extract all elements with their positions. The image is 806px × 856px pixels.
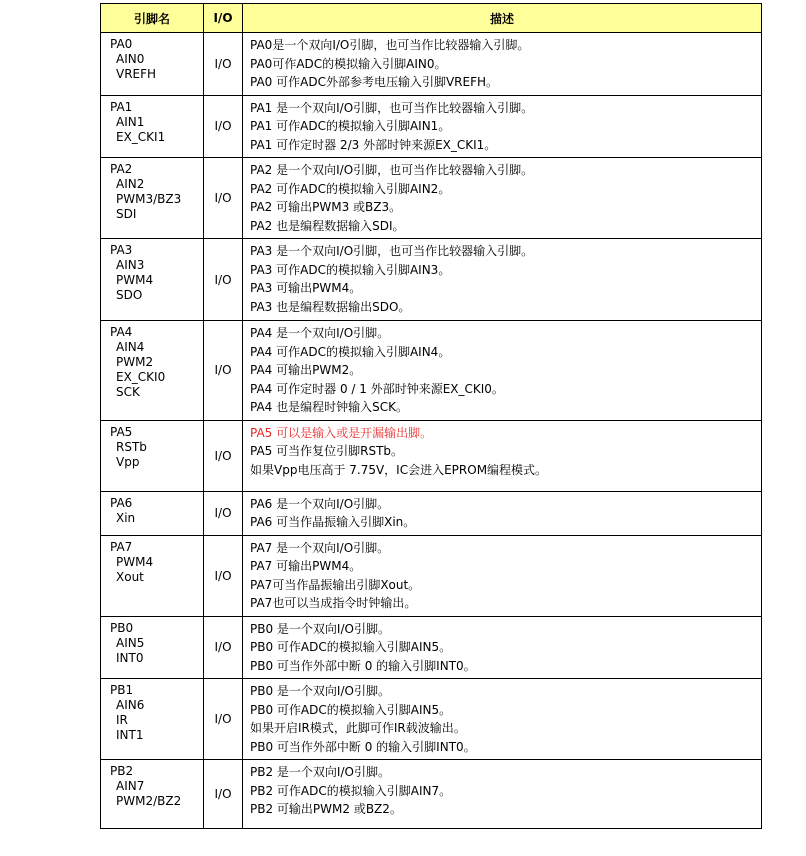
- description-line: PA2 也是编程数据输入SDI。: [250, 218, 405, 233]
- description-line: PB0 可作ADC的模拟输入引脚AIN5。: [250, 640, 452, 654]
- io-type-cell: I/O: [204, 760, 243, 829]
- description-line: PA1 是一个双向I/O引脚，也可当作比较器输入引脚。: [250, 100, 534, 115]
- description-line: PA3 也是编程数据输出SDO。: [250, 299, 411, 314]
- description-line: PA7 可输出PWM4。: [250, 559, 362, 573]
- header-description: 描述: [243, 4, 762, 33]
- pin-name: PB2: [110, 764, 134, 778]
- description-line: PA6 可当作晶振输入引脚Xin。: [250, 515, 416, 529]
- description-line: PB0 可当作外部中断 0 的输入引脚INT0。: [250, 739, 476, 754]
- description-line: PA7 是一个双向I/O引脚。: [250, 540, 390, 555]
- pin-name: PA0: [110, 37, 133, 51]
- description-cell: [243, 321, 762, 421]
- table-row: [101, 616, 762, 679]
- pin-name: PB1: [110, 683, 134, 697]
- pin-alt-function: INT1: [116, 728, 144, 742]
- pin-name-cell: [101, 679, 204, 760]
- description-line: PB2 是一个双向I/O引脚。: [250, 765, 390, 779]
- description-line: PA4 可输出PWM2。: [250, 363, 362, 377]
- io-type-cell: I/O: [204, 239, 243, 321]
- description-line: PA3 可作ADC的模拟输入引脚AIN3。: [250, 262, 451, 277]
- pin-alt-function: INT0: [116, 650, 144, 665]
- pin-name-cell: [101, 321, 204, 421]
- pin-alt-function: EX_CKI1: [116, 129, 166, 144]
- pin-alt-function: AIN6: [116, 698, 145, 712]
- description-cell: [243, 158, 762, 239]
- io-type-cell: I/O: [204, 158, 243, 239]
- io-type-cell: I/O: [204, 679, 243, 760]
- description-cell: [243, 95, 762, 158]
- pin-name-cell: [101, 239, 204, 321]
- description-line: PB0 是一个双向I/O引脚。: [250, 684, 390, 698]
- description-line: PA2 可输出PWM3 或BZ3。: [250, 200, 402, 214]
- pin-name: PA6: [110, 495, 133, 510]
- description-line: PA5 可以是输入或是开漏输出脚。: [250, 425, 433, 440]
- table-row: [101, 321, 762, 421]
- description-cell: [243, 679, 762, 760]
- pin-name: PB0: [110, 620, 134, 635]
- pin-alt-function: AIN1: [116, 114, 145, 129]
- description-line: PA3 是一个双向I/O引脚，也可当作比较器输入引脚。: [250, 244, 534, 258]
- description-line: PA0 可作ADC外部参考电压输入引脚VREFH。: [250, 75, 499, 89]
- pin-name-cell: [101, 33, 204, 96]
- pin-description-table: [100, 3, 762, 829]
- table-row: [101, 95, 762, 158]
- description-line: PA1 可作定时器 2/3 外部时钟来源EX_CKI1。: [250, 137, 497, 152]
- description-cell: [243, 535, 762, 616]
- description-line: PB2 可输出PWM2 或BZ2。: [250, 802, 402, 816]
- description-line: PA0是一个双向I/O引脚，也可当作比较器输入引脚。: [250, 38, 530, 52]
- description-line: PA2 可作ADC的模拟输入引脚AIN2。: [250, 181, 451, 196]
- pin-alt-function: AIN3: [116, 258, 145, 272]
- description-line: PA7可当作晶振输出引脚Xout。: [250, 577, 421, 592]
- description-line: PB0 可作ADC的模拟输入引脚AIN5。: [250, 702, 452, 717]
- description-cell: [243, 616, 762, 679]
- description-cell: [243, 420, 762, 491]
- description-cell: [243, 33, 762, 96]
- io-type-cell: I/O: [204, 321, 243, 421]
- io-type-cell: I/O: [204, 420, 243, 491]
- pin-alt-function: IR: [116, 713, 128, 727]
- description-line: 如果Vpp电压高于 7.75V，IC会进入EPROM编程模式。: [250, 462, 548, 477]
- description-line: PA0可作ADC的模拟输入引脚AIN0。: [250, 56, 447, 71]
- description-line: PA1 可作ADC的模拟输入引脚AIN1。: [250, 119, 451, 133]
- pin-alt-function: PWM2/BZ2: [116, 794, 182, 808]
- description-cell: [243, 239, 762, 321]
- description-line: PB2 可作ADC的模拟输入引脚AIN7。: [250, 783, 452, 798]
- pin-name: PA1: [110, 99, 133, 114]
- description-line: PA4 可作定时器 0 / 1 外部时钟来源EX_CKI0。: [250, 381, 504, 396]
- pin-name: PA5: [110, 424, 133, 439]
- io-type-cell: I/O: [204, 95, 243, 158]
- io-type-cell: I/O: [204, 491, 243, 535]
- description-line: PB0 是一个双向I/O引脚。: [250, 621, 390, 636]
- table-row: [101, 420, 762, 491]
- pin-alt-function: SCK: [116, 385, 140, 399]
- description-line: PA4 可作ADC的模拟输入引脚AIN4。: [250, 344, 451, 359]
- table-row: [101, 239, 762, 321]
- description-cell: [243, 491, 762, 535]
- description-line: PA4 也是编程时钟输入SCK。: [250, 400, 408, 414]
- description-line: PB0 可当作外部中断 0 的输入引脚INT0。: [250, 658, 476, 673]
- pin-name-cell: [101, 95, 204, 158]
- description-line: PA4 是一个双向I/O引脚。: [250, 326, 390, 340]
- table-row: [101, 491, 762, 535]
- pin-alt-function: Vpp: [116, 454, 140, 469]
- pin-name-cell: [101, 158, 204, 239]
- table-row: [101, 33, 762, 96]
- pin-alt-function: VREFH: [116, 67, 157, 81]
- pin-name: PA7: [110, 539, 133, 554]
- pin-name-cell: [101, 491, 204, 535]
- header-pin-name: 引脚名: [101, 4, 204, 33]
- pin-alt-function: AIN7: [116, 779, 145, 793]
- io-type-cell: I/O: [204, 616, 243, 679]
- pin-alt-function: EX_CKI0: [116, 370, 166, 384]
- description-line: PA2 是一个双向I/O引脚，也可当作比较器输入引脚。: [250, 163, 534, 177]
- table-row: [101, 679, 762, 760]
- pin-name: PA4: [110, 325, 133, 339]
- pin-alt-function: PWM4: [116, 554, 154, 569]
- pin-alt-function: SDO: [116, 288, 143, 302]
- pin-name-cell: [101, 535, 204, 616]
- io-type-cell: I/O: [204, 535, 243, 616]
- description-line: 如果开启IR模式，此脚可作IR载波输出。: [250, 721, 466, 735]
- pin-name: PA3: [110, 243, 133, 257]
- pin-name-cell: [101, 760, 204, 829]
- pin-alt-function: RSTb: [116, 439, 147, 454]
- header-row: [101, 4, 762, 33]
- table-row: [101, 760, 762, 829]
- pin-alt-function: AIN5: [116, 635, 145, 650]
- table-row: [101, 535, 762, 616]
- pin-alt-function: SDI: [116, 207, 137, 221]
- description-line: PA6 是一个双向I/O引脚。: [250, 496, 390, 511]
- pin-alt-function: PWM3/BZ3: [116, 192, 182, 206]
- description-line: PA5 可当作复位引脚RSTb。: [250, 444, 404, 458]
- description-line: PA7也可以当成指令时钟输出。: [250, 596, 417, 610]
- pin-alt-function: AIN2: [116, 177, 145, 191]
- pin-alt-function: AIN0: [116, 52, 145, 66]
- pin-alt-function: PWM4: [116, 273, 154, 287]
- pin-name: PA2: [110, 162, 133, 176]
- description-line: PA3 可输出PWM4。: [250, 281, 362, 295]
- header-io: I/O: [204, 4, 243, 33]
- pin-name-cell: [101, 420, 204, 491]
- pin-name-cell: [101, 616, 204, 679]
- pin-alt-function: Xin: [116, 510, 136, 525]
- description-cell: [243, 760, 762, 829]
- pin-alt-function: Xout: [116, 569, 144, 584]
- pin-alt-function: PWM2: [116, 355, 154, 369]
- pin-alt-function: AIN4: [116, 340, 145, 354]
- table-row: [101, 158, 762, 239]
- io-type-cell: I/O: [204, 33, 243, 96]
